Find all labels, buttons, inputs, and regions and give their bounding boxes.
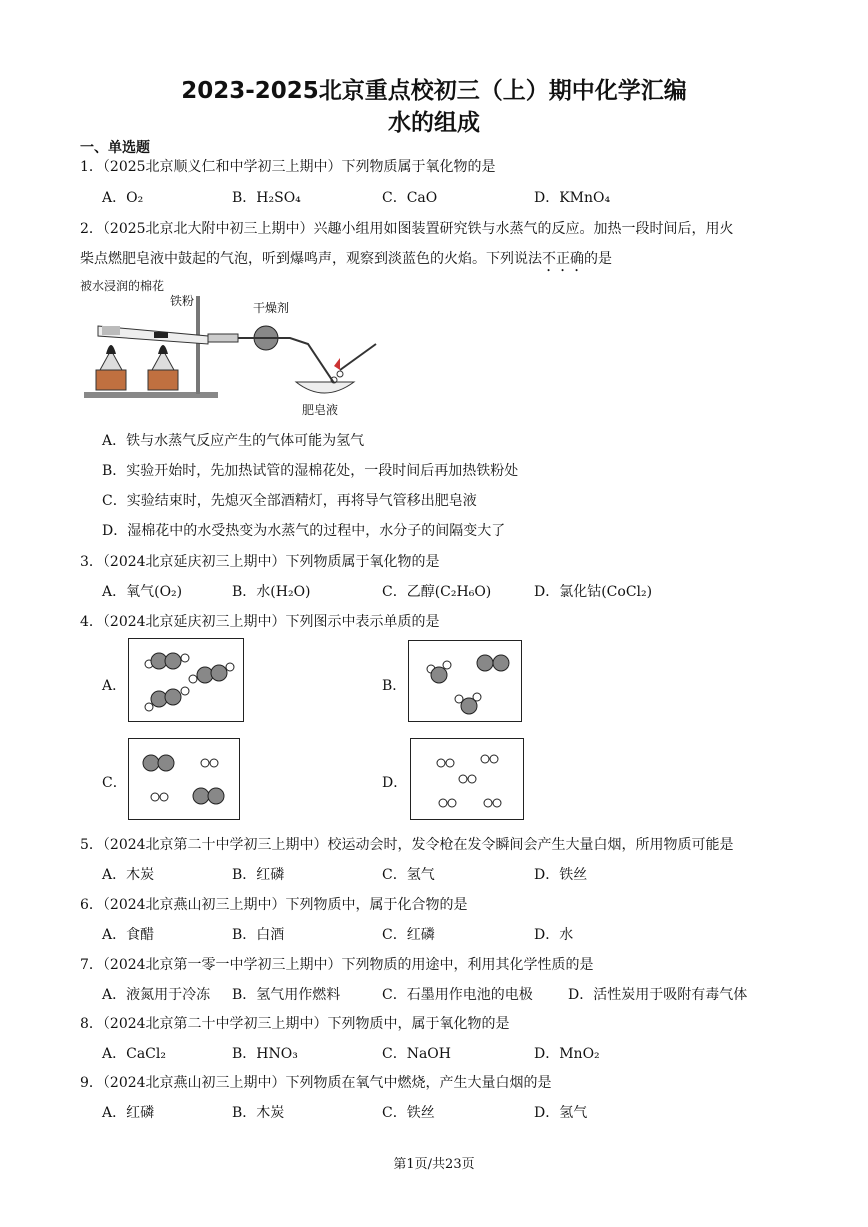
apparatus-figure	[78, 274, 398, 420]
q4-diagram-a	[128, 638, 244, 722]
svg-text:被水浸润的棉花: 被水浸润的棉花	[80, 279, 165, 293]
question-9-stem: 9．（2024北京燕山初三上期中）下列物质在氧气中燃烧，产生大量白烟的是	[80, 1075, 552, 1091]
question-3-stem: 3．（2024北京延庆初三上期中）下列物质属于氧化物的是	[80, 554, 440, 570]
question-2-stem-line2: 柴点燃肥皂液中鼓起的气泡，听到爆鸣声，观察到淡蓝色的火焰。下列说法不正确的是	[80, 251, 612, 267]
document-subtitle: 水的组成	[388, 110, 480, 136]
q2-option-d: D．湿棉花中的水受热变为水蒸气的过程中，水分子的间隔变大了	[102, 523, 506, 539]
cotton-label	[80, 278, 164, 293]
match	[340, 344, 376, 370]
q6-option-a: A．食醋	[102, 927, 155, 943]
q9-option-d: D．氢气	[534, 1105, 588, 1121]
q5-option-c: C．氢气	[382, 867, 435, 883]
q3-option-b: B．水(H₂O)	[232, 584, 311, 600]
q4-option-c: C．	[102, 775, 127, 791]
question-6-stem: 6．（2024北京燕山初三上期中）下列物质中，属于化合物的是	[80, 897, 468, 913]
q5-option-a: A．木炭	[102, 867, 155, 883]
connector	[208, 334, 238, 342]
q9-option-a: A．红磷	[102, 1105, 155, 1121]
wet-cotton	[102, 326, 120, 335]
document-title: 2023-2025北京重点校初三（上）期中化学汇编	[181, 78, 687, 104]
q8-option-c: C．NaOH	[382, 1046, 451, 1062]
q9-option-b: B．木炭	[232, 1105, 285, 1121]
page-footer: 第1页/共23页	[393, 1157, 475, 1172]
delivery-tube	[238, 338, 336, 386]
q3-option-a: A．氧气(O₂)	[102, 584, 183, 600]
question-4-stem: 4．（2024北京延庆初三上期中）下列图示中表示单质的是	[80, 614, 440, 630]
molecules-b	[409, 641, 521, 721]
q2-option-c: C．实验结束时，先熄灭全部酒精灯，再将导气管移出肥皂液	[102, 493, 477, 509]
bubble	[337, 371, 343, 377]
q2-option-b: B．实验开始时，先加热试管的湿棉花处，一段时间后再加热铁粉处	[102, 463, 519, 479]
soap-label: 肥皂液	[302, 403, 339, 417]
soap-dish	[296, 382, 354, 393]
q4-option-b: B．	[382, 678, 407, 694]
molecules-c	[129, 739, 239, 819]
q8-option-b: B．HNO₃	[232, 1046, 298, 1062]
q4-option-a: A．	[102, 678, 127, 694]
question-2-stem-line1: 2．（2025北京北大附中初三上期中）兴趣小组用如图装置研究铁与水蒸气的反应。加热一段时间后，用火	[80, 221, 734, 237]
q7-option-b: B．氢气用作燃料	[232, 987, 341, 1003]
q9-option-c: C．铁丝	[382, 1105, 435, 1121]
q1-option-b: B．H₂SO₄	[232, 190, 301, 206]
q5-option-d: D．铁丝	[534, 867, 588, 883]
q3-option-d: D．氯化钴(CoCl₂)	[534, 584, 653, 600]
burner-right	[148, 345, 178, 390]
q7-option-d: D．活性炭用于吸附有毒气体	[568, 987, 748, 1003]
section-heading: 一、单选题	[80, 140, 150, 156]
iron-label: 铁粉	[170, 294, 195, 308]
emphasis-text: 不正确	[542, 251, 584, 267]
q8-option-d: D．MnO₂	[534, 1046, 600, 1062]
q4-diagram-d	[410, 738, 524, 820]
q2-option-a: A．铁与水蒸气反应产生的气体可能为氢气	[102, 433, 365, 449]
dryer-label: 干燥剂	[253, 301, 290, 315]
q6-option-b: B．白酒	[232, 927, 285, 943]
q4-option-d: D．	[382, 775, 408, 791]
q4-diagram-b	[408, 640, 522, 722]
q7-option-a: A．液氮用于冷冻	[102, 987, 211, 1003]
question-1-stem: 1．（2025北京顺义仁和中学初三上期中）下列物质属于氧化物的是	[80, 159, 496, 175]
burner-left	[96, 345, 126, 390]
q5-option-b: B．红磷	[232, 867, 285, 883]
question-7-stem: 7．（2024北京第一零一中学初三上期中）下列物质的用途中，利用其化学性质的是	[80, 957, 594, 973]
q1-option-d: D．KMnO₄	[534, 190, 611, 206]
q4-diagram-c	[128, 738, 240, 820]
q1-option-a: A．O₂	[102, 190, 144, 206]
q6-option-c: C．红磷	[382, 927, 435, 943]
question-8-stem: 8．（2024北京第二十中学初三上期中）下列物质中，属于氧化物的是	[80, 1016, 510, 1032]
stand-rod	[196, 296, 200, 394]
q6-option-d: D．水	[534, 927, 574, 943]
q8-option-a: A．CaCl₂	[102, 1046, 166, 1062]
molecules-a	[129, 639, 243, 721]
iron-powder	[154, 332, 168, 338]
flame	[334, 358, 340, 370]
question-5-stem: 5．（2024北京第二十中学初三上期中）校运动会时，发令枪在发令瞬间会产生大量白烟，所用物质可能是	[80, 837, 734, 853]
molecules-d	[411, 739, 523, 819]
q1-option-c: C．CaO	[382, 190, 438, 206]
q7-option-c: C．石墨用作电池的电极	[382, 987, 533, 1003]
q3-option-c: C．乙醇(C₂H₆O)	[382, 584, 492, 600]
